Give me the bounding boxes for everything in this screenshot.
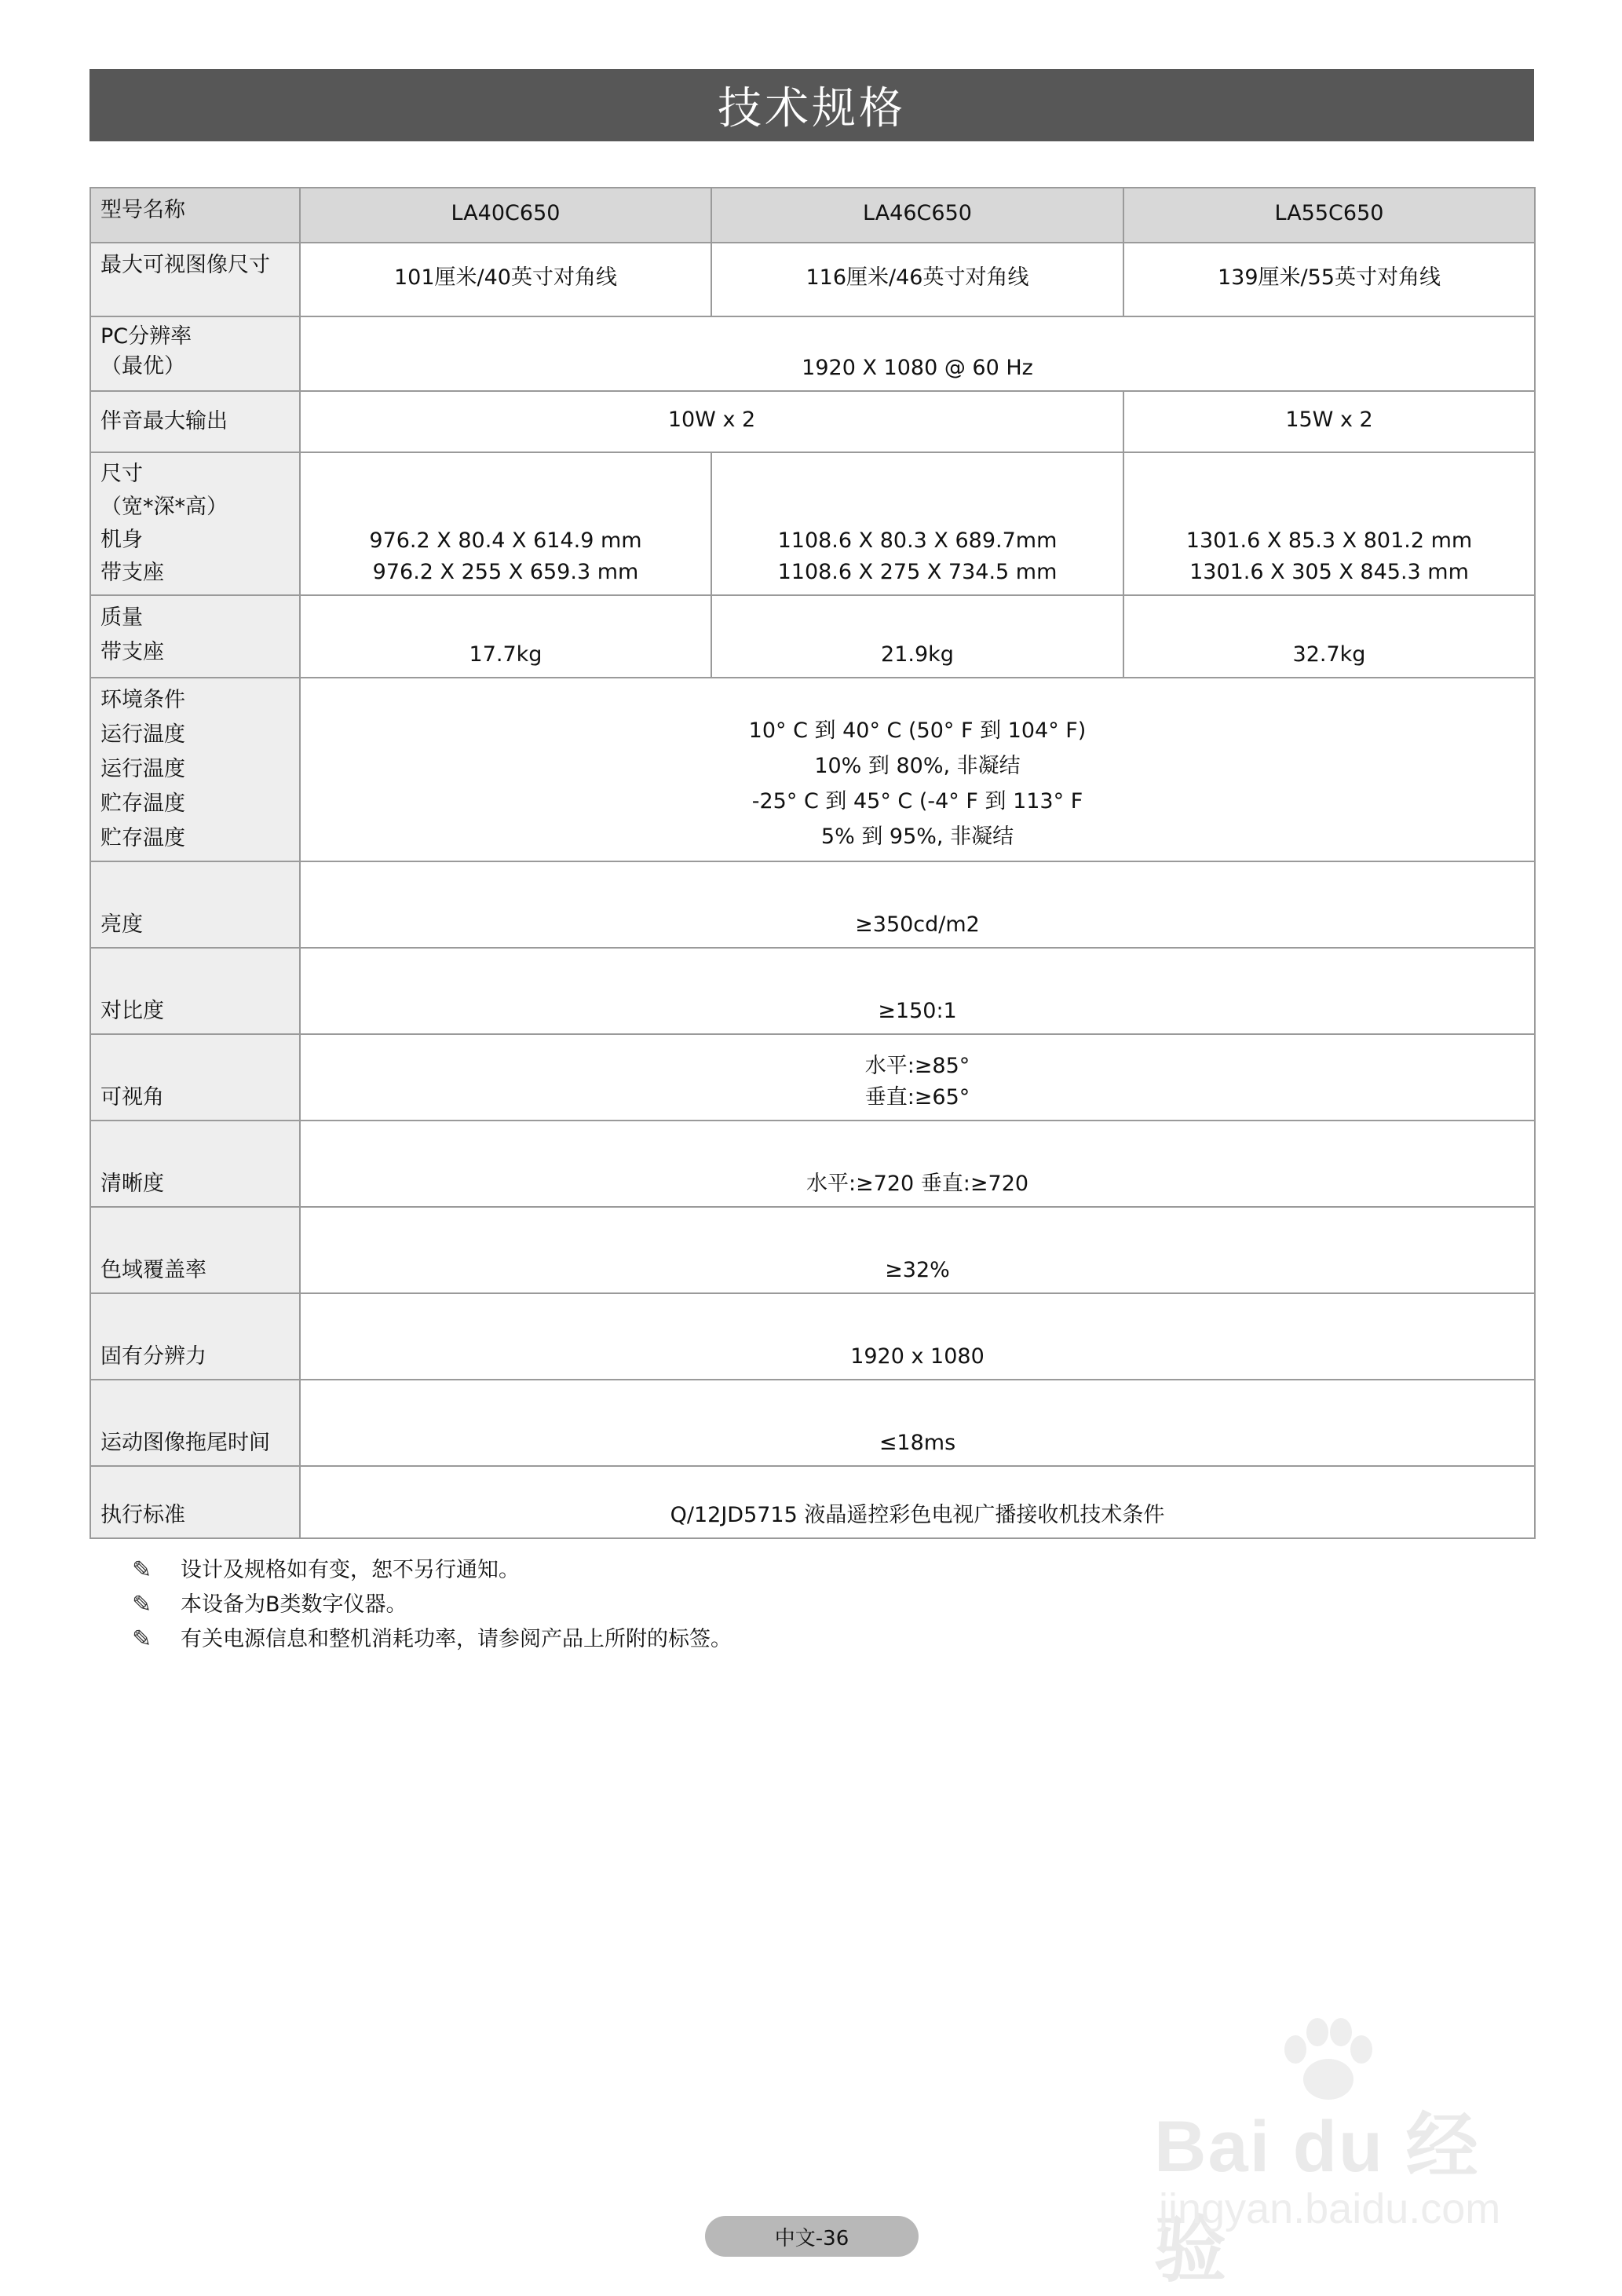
note-item [132,1553,732,1588]
environment-line: 5% 到 95%, 非凝结 [820,824,1014,849]
viewing-angle-line: 垂直:≥65° [864,1085,970,1110]
dimension-body: 1108.6 X 80.3 X 689.7mm [777,528,1058,553]
dimensions-value [1123,452,1535,595]
label-line: （宽*深*高） [100,495,228,519]
label-clarity: 清晰度 [90,1121,300,1207]
table-row-brightness [90,861,1535,948]
label-line: 尺寸 [100,462,143,486]
dimension-stand: 1301.6 X 305 X 845.3 mm [1189,560,1469,584]
native-resolution-value: 1920 x 1080 [300,1293,1535,1380]
brightness-value: ≥350cd/m2 [300,861,1535,948]
weight-value: 32.7kg [1123,595,1535,678]
pencil-icon: ✎ [132,1591,152,1618]
label-pc-resolution [90,316,300,391]
label-line: 带支座 [100,561,164,585]
page-number [705,2216,919,2257]
watermark-brand: Bai du 经验 [1154,2107,1480,2291]
environment-line: 10% 到 80%, 非凝结 [814,754,1021,778]
label-line: PC分辨率 [100,324,192,349]
note-text: 本设备为B类数字仪器。 [181,1592,407,1617]
viewing-angle-line: 水平:≥85° [864,1054,970,1078]
table-row-motion-blur [90,1380,1535,1466]
baidu-watermark [1154,2010,1531,2291]
dimension-stand: 976.2 X 255 X 659.3 mm [372,560,639,584]
screen-size-value: 101厘米/40英寸对角线 [300,243,711,316]
color-gamut-value: ≥32% [300,1207,1535,1293]
spec-table [90,187,1536,1539]
table-row-viewing-angle [90,1034,1535,1121]
audio-value: 10W x 2 [300,391,1123,452]
watermark-url: jingyan.baidu.com [1159,2185,1501,2232]
label-contrast: 对比度 [90,948,300,1034]
label-screen-size: 最大可视图像尺寸 [90,243,300,316]
label-standard: 执行标准 [90,1466,300,1538]
viewing-angle-values [300,1034,1535,1121]
weight-value: 21.9kg [711,595,1123,678]
screen-size-value: 139厘米/55英寸对角线 [1123,243,1535,316]
note-text: 设计及规格如有变，恕不另行通知。 [181,1558,520,1582]
label-brightness: 亮度 [90,861,300,948]
table-row-audio [90,391,1535,452]
label-line: 贮存温度 [100,826,185,850]
note-item [132,1622,732,1657]
dimension-stand: 1108.6 X 275 X 734.5 mm [777,560,1058,584]
page-title: 技术规格 [718,83,906,134]
table-row-standard [90,1466,1535,1538]
label-dimensions [90,452,300,595]
table-row-contrast [90,948,1535,1034]
table-row-native-resolution [90,1293,1535,1380]
label-native-resolution: 固有分辨力 [90,1293,300,1380]
label-line: （最优） [100,354,185,378]
contrast-value: ≥150:1 [300,948,1535,1034]
screen-size-value: 116厘米/46英寸对角线 [711,243,1123,316]
environment-line: 10° C 到 40° C (50° F 到 104° F) [748,718,1087,743]
model-name: LA40C650 [300,188,711,243]
label-motion-blur: 运动图像拖尾时间 [90,1380,300,1466]
motion-blur-value: ≤18ms [300,1380,1535,1466]
table-row-dimensions [90,452,1535,595]
table-row-color-gamut [90,1207,1535,1293]
label-line: 带支座 [100,640,164,664]
label-color-gamut: 色域覆盖率 [90,1207,300,1293]
weight-value: 17.7kg [300,595,711,678]
table-row-screen-size [90,243,1535,316]
label-line: 环境条件 [100,688,185,712]
environment-line: -25° C 到 45° C (-4° F 到 113° F [751,789,1083,813]
note-item [132,1588,732,1622]
table-row-environment [90,678,1535,861]
model-name: LA55C650 [1123,188,1535,243]
label-audio: 伴音最大输出 [90,391,300,452]
label-line: 运行温度 [100,757,185,781]
label-environment [90,678,300,861]
label-model: 型号名称 [90,188,300,243]
clarity-value: 水平:≥720 垂直:≥720 [300,1121,1535,1207]
table-row-weight [90,595,1535,678]
pencil-icon: ✎ [132,1625,152,1653]
label-weight [90,595,300,678]
pencil-icon: ✎ [132,1556,152,1584]
pc-resolution-value: 1920 X 1080 @ 60 Hz [300,316,1535,391]
page-number-text: 中文-36 [774,2226,849,2250]
notes-list [132,1553,732,1657]
dimension-body: 1301.6 X 85.3 X 801.2 mm [1185,528,1473,553]
page-title-bar [90,69,1534,141]
audio-value: 15W x 2 [1123,391,1535,452]
label-line: 贮存温度 [100,792,185,816]
dimensions-value [300,452,711,595]
environment-values [300,678,1535,861]
label-viewing-angle: 可视角 [90,1034,300,1121]
standard-value: Q/12JD5715 液晶遥控彩色电视广播接收机技术条件 [300,1466,1535,1538]
table-row-clarity [90,1121,1535,1207]
label-line: 质量 [100,605,143,630]
model-name: LA46C650 [711,188,1123,243]
note-text: 有关电源信息和整机消耗功率，请参阅产品上所附的标签。 [181,1627,732,1651]
table-row-pc-resolution [90,316,1535,391]
dimensions-value [711,452,1123,595]
label-line: 运行温度 [100,722,185,747]
label-line: 机身 [100,528,143,552]
dimension-body: 976.2 X 80.4 X 614.9 mm [369,528,642,553]
table-row-model [90,188,1535,243]
